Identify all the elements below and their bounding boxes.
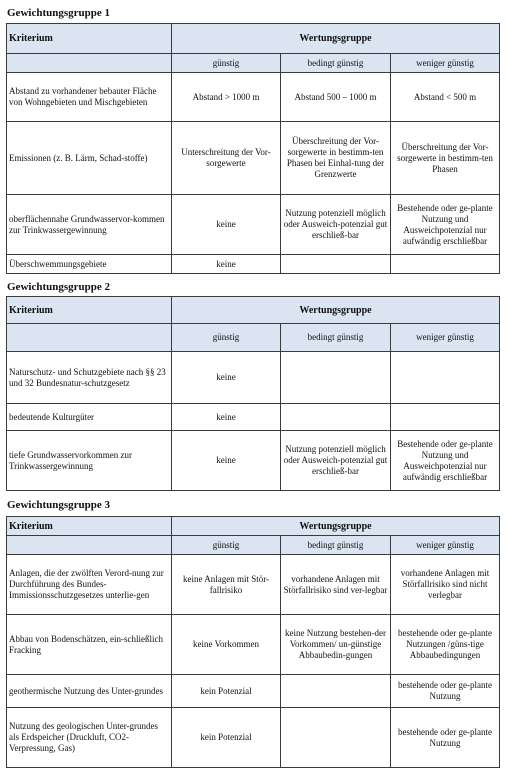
table-row (7, 675, 500, 708)
less-favorable-cell: bestehende oder ge-plante Nutzung (391, 675, 500, 708)
group-2-title: Gewichtungsgruppe 2 (7, 281, 110, 293)
favorable-cell: kein Potenzial (172, 708, 281, 768)
criterion-cell: Naturschutz- und Schutzgebiete nach §§ 23 und 32 Bundesnatur-schutzgesetz (7, 352, 172, 404)
less-favorable-cell: bestehende oder ge-plante Nutzungen /güns-tige Abbaubedingungen (391, 615, 500, 675)
conditional-cell (281, 255, 391, 274)
table-row (7, 352, 500, 404)
conditional-cell: keine Nutzung bestehen-der Vorkommen/ un-günstige Abbaubedin-gungen (281, 615, 391, 675)
header-rating-group: Wertungsgruppe (172, 297, 500, 324)
subheader-less-favorable: weniger günstig (391, 536, 500, 555)
header-rating-group: Wertungsgruppe (172, 24, 500, 54)
favorable-cell: keine (172, 352, 281, 404)
less-favorable-cell: vorhandene Anlagen mit Störfallrisiko sind nicht verlegbar (391, 555, 500, 615)
criterion-cell: Abstand zu vorhandener bebauter Fläche von Wohngebieten und Mischgebieten (7, 73, 172, 122)
favorable-cell: keine (172, 404, 281, 431)
criterion-cell: Emissionen (z. B. Lärm, Schad-stoffe) (7, 122, 172, 195)
less-favorable-cell: Bestehende oder ge-plante Nutzung und Ausweichpotenzial nur aufwändig erschließbar (391, 431, 500, 491)
table-row (7, 615, 500, 675)
conditional-cell: Nutzung potenziell möglich oder Ausweich-potenzial gut erschließ-bar (281, 195, 391, 255)
less-favorable-cell: Bestehende oder ge-plante Nutzung und Ausweichpotenzial nur aufwändig erschließbar (391, 195, 500, 255)
conditional-cell (281, 708, 391, 768)
subheader-favorable: günstig (172, 536, 281, 555)
favorable-cell: keine Anlagen mit Stör-fallrisiko (172, 555, 281, 615)
criterion-cell: tiefe Grundwasservorkommen zur Trinkwassergewinnung (7, 431, 172, 491)
conditional-cell: Nutzung potenziell möglich oder Ausweich-potenzial gut erschließ-bar (281, 431, 391, 491)
group-1-title: Gewichtungsgruppe 1 (7, 7, 110, 19)
subheader-conditional: bedingt günstig (281, 536, 391, 555)
less-favorable-cell: Abstand < 500 m (391, 73, 500, 122)
favorable-cell: kein Potenzial (172, 675, 281, 708)
table-row (7, 404, 500, 431)
group-3-table (6, 516, 500, 768)
table-row (7, 555, 500, 615)
subheader-empty (7, 536, 172, 555)
less-favorable-cell (391, 352, 500, 404)
favorable-cell: keine (172, 255, 281, 274)
criterion-cell: oberflächennahe Grundwasservor-kommen zur Trinkwassergewinnung (7, 195, 172, 255)
table-row (7, 122, 500, 195)
criterion-cell: bedeutende Kulturgüter (7, 404, 172, 431)
subheader-favorable: günstig (172, 54, 281, 73)
criterion-cell: Nutzung des geologischen Unter-grundes als Erdspeicher (Druckluft, CO2-Verpressung, Gas) (7, 708, 172, 768)
criterion-cell: geothermische Nutzung des Unter-grundes (7, 675, 172, 708)
group-1-table (6, 23, 500, 274)
header-criterion: Kriterium (7, 297, 172, 324)
less-favorable-cell: bestehende oder ge-plante Nutzung (391, 708, 500, 768)
favorable-cell: Unterschreitung der Vor-sorgewerte (172, 122, 281, 195)
subheader-less-favorable: weniger günstig (391, 54, 500, 73)
conditional-cell (281, 404, 391, 431)
group-3-title: Gewichtungsgruppe 3 (7, 499, 110, 511)
table-row (7, 195, 500, 255)
header-criterion: Kriterium (7, 24, 172, 54)
table-row (7, 255, 500, 274)
subheader-empty (7, 54, 172, 73)
favorable-cell: keine (172, 195, 281, 255)
conditional-cell (281, 352, 391, 404)
subheader-conditional: bedingt günstig (281, 324, 391, 352)
conditional-cell: Überschreitung der Vor-sorgewerte in bestimm-ten Phasen bei Einhal-tung der Grenzwerte (281, 122, 391, 195)
less-favorable-cell (391, 255, 500, 274)
less-favorable-cell (391, 404, 500, 431)
table-row (7, 431, 500, 491)
table-row (7, 708, 500, 768)
less-favorable-cell: Überschreitung der Vor-sorgewerte in bestimm-ten Phasen (391, 122, 500, 195)
subheader-conditional: bedingt günstig (281, 54, 391, 73)
criterion-cell: Überschwemmungsgebiete (7, 255, 172, 274)
favorable-cell: keine (172, 431, 281, 491)
header-criterion: Kriterium (7, 517, 172, 536)
criterion-cell: Anlagen, die der zwölften Verord-nung zur Durchführung des Bundes-Immissionsschutzgesetzes unterlie-gen (7, 555, 172, 615)
subheader-favorable: günstig (172, 324, 281, 352)
subheader-less-favorable: weniger günstig (391, 324, 500, 352)
header-rating-group: Wertungsgruppe (172, 517, 500, 536)
subheader-empty (7, 324, 172, 352)
conditional-cell: Abstand 500 – 1000 m (281, 73, 391, 122)
favorable-cell: Abstand > 1000 m (172, 73, 281, 122)
table-row (7, 73, 500, 122)
favorable-cell: keine Vorkommen (172, 615, 281, 675)
criterion-cell: Abbau von Bodenschätzen, ein-schließlich Fracking (7, 615, 172, 675)
conditional-cell: vorhandene Anlagen mit Störfallrisiko sind ver-legbar (281, 555, 391, 615)
conditional-cell (281, 675, 391, 708)
group-2-table (6, 296, 500, 491)
